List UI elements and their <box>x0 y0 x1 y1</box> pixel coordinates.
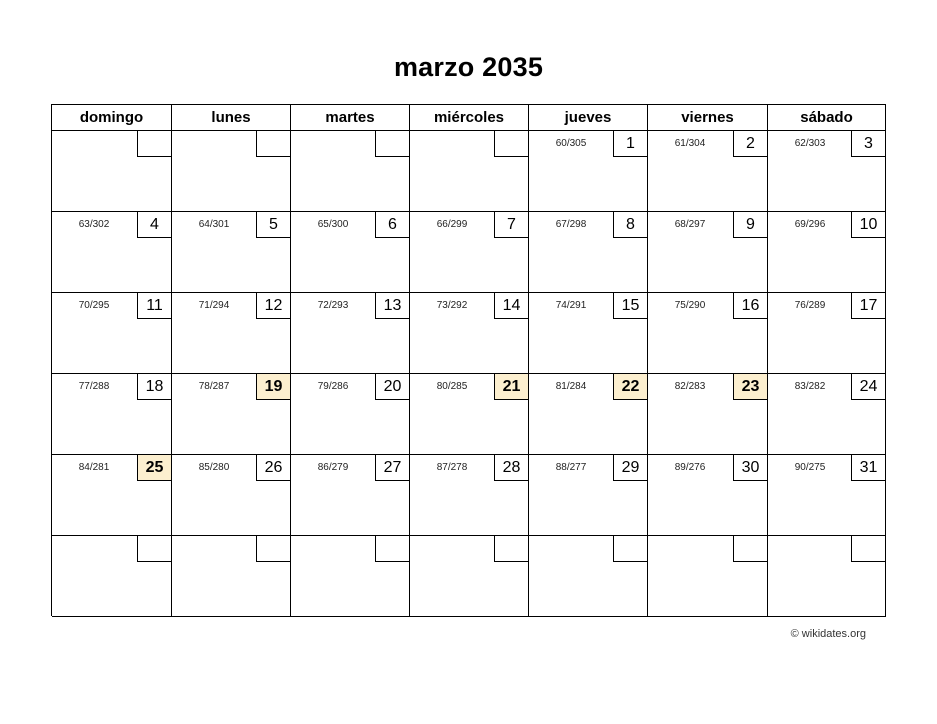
weekday-header-wednesday: miércoles <box>410 105 529 131</box>
day-number: 9 <box>733 211 768 238</box>
day-of-year-label: 77/288 <box>78 381 110 392</box>
day-of-year-label: 68/297 <box>674 219 706 230</box>
day-number: 13 <box>375 292 410 319</box>
day-of-year-label: 71/294 <box>198 300 230 311</box>
weekday-header-row <box>52 105 886 131</box>
day-of-year-label: 65/300 <box>317 219 349 230</box>
day-cell[interactable] <box>648 212 768 293</box>
day-cell[interactable] <box>172 131 291 212</box>
day-of-year-label: 67/298 <box>555 219 587 230</box>
week-row <box>52 293 886 374</box>
day-of-year-label: 90/275 <box>794 462 826 473</box>
day-cell[interactable] <box>172 536 291 617</box>
day-of-year-label: 87/278 <box>436 462 468 473</box>
day-cell[interactable] <box>648 293 768 374</box>
day-number: 11 <box>137 292 172 319</box>
day-of-year-label: 66/299 <box>436 219 468 230</box>
day-cell[interactable] <box>172 374 291 455</box>
day-cell[interactable] <box>172 293 291 374</box>
day-number <box>256 130 291 157</box>
day-number <box>733 535 768 562</box>
day-number <box>375 130 410 157</box>
day-number: 31 <box>851 454 886 481</box>
day-cell[interactable] <box>529 293 648 374</box>
day-number: 1 <box>613 130 648 157</box>
day-number: 4 <box>137 211 172 238</box>
day-of-year-label: 62/303 <box>794 138 826 149</box>
holiday-day-number: 21 <box>494 373 529 400</box>
holiday-day-number: 22 <box>613 373 648 400</box>
day-number: 2 <box>733 130 768 157</box>
day-number <box>613 535 648 562</box>
day-cell[interactable] <box>768 293 886 374</box>
day-number: 29 <box>613 454 648 481</box>
day-number: 3 <box>851 130 886 157</box>
weekday-header-tuesday: martes <box>291 105 410 131</box>
day-cell[interactable] <box>52 374 172 455</box>
calendar-grid <box>51 104 886 616</box>
day-cell[interactable] <box>648 374 768 455</box>
week-row <box>52 131 886 212</box>
week-row <box>52 536 886 617</box>
day-of-year-label: 79/286 <box>317 381 349 392</box>
day-number: 8 <box>613 211 648 238</box>
weekday-header-thursday: jueves <box>529 105 648 131</box>
day-number: 10 <box>851 211 886 238</box>
day-cell[interactable] <box>52 455 172 536</box>
day-number <box>256 535 291 562</box>
weekday-header-friday: viernes <box>648 105 768 131</box>
day-cell[interactable] <box>768 374 886 455</box>
day-cell[interactable] <box>768 536 886 617</box>
day-of-year-label: 82/283 <box>674 381 706 392</box>
day-cell[interactable] <box>768 212 886 293</box>
week-row <box>52 455 886 536</box>
weekday-header-monday: lunes <box>172 105 291 131</box>
day-of-year-label: 73/292 <box>436 300 468 311</box>
day-cell[interactable] <box>291 293 410 374</box>
day-of-year-label: 76/289 <box>794 300 826 311</box>
day-cell[interactable] <box>768 131 886 212</box>
day-cell[interactable] <box>172 212 291 293</box>
day-number: 18 <box>137 373 172 400</box>
day-cell[interactable] <box>529 536 648 617</box>
day-cell[interactable] <box>410 374 529 455</box>
calendar-title: marzo 2035 <box>393 52 544 82</box>
day-cell[interactable] <box>291 536 410 617</box>
day-cell[interactable] <box>648 131 768 212</box>
holiday-day-number: 23 <box>733 373 768 400</box>
day-cell[interactable] <box>291 131 410 212</box>
day-cell[interactable] <box>768 455 886 536</box>
day-number: 26 <box>256 454 291 481</box>
day-number: 6 <box>375 211 410 238</box>
week-row <box>52 212 886 293</box>
day-number: 28 <box>494 454 529 481</box>
day-number: 16 <box>733 292 768 319</box>
weekday-header-saturday: sábado <box>768 105 886 131</box>
day-cell[interactable] <box>291 212 410 293</box>
day-of-year-label: 63/302 <box>78 219 110 230</box>
day-cell[interactable] <box>410 212 529 293</box>
day-of-year-label: 85/280 <box>198 462 230 473</box>
day-number: 17 <box>851 292 886 319</box>
holiday-day-number: 25 <box>137 454 172 481</box>
day-number <box>494 130 529 157</box>
day-number: 5 <box>256 211 291 238</box>
day-cell[interactable] <box>648 536 768 617</box>
day-of-year-label: 70/295 <box>78 300 110 311</box>
day-of-year-label: 74/291 <box>555 300 587 311</box>
day-number: 27 <box>375 454 410 481</box>
week-row <box>52 374 886 455</box>
day-number <box>851 535 886 562</box>
day-number <box>494 535 529 562</box>
day-cell[interactable] <box>291 455 410 536</box>
day-of-year-label: 64/301 <box>198 219 230 230</box>
day-of-year-label: 88/277 <box>555 462 587 473</box>
day-number: 24 <box>851 373 886 400</box>
day-of-year-label: 72/293 <box>317 300 349 311</box>
day-number: 30 <box>733 454 768 481</box>
day-cell[interactable] <box>52 536 172 617</box>
day-cell[interactable] <box>529 131 648 212</box>
weekday-header-sunday: domingo <box>52 105 172 131</box>
holiday-day-number: 19 <box>256 373 291 400</box>
day-cell[interactable] <box>410 293 529 374</box>
day-cell[interactable] <box>410 131 529 212</box>
day-cell[interactable] <box>52 131 172 212</box>
day-cell[interactable] <box>529 455 648 536</box>
day-cell[interactable] <box>52 212 172 293</box>
day-number <box>137 130 172 157</box>
day-of-year-label: 89/276 <box>674 462 706 473</box>
day-cell[interactable] <box>410 455 529 536</box>
day-number <box>375 535 410 562</box>
day-number: 12 <box>256 292 291 319</box>
day-cell[interactable] <box>410 536 529 617</box>
day-of-year-label: 83/282 <box>794 381 826 392</box>
day-number: 14 <box>494 292 529 319</box>
day-number: 7 <box>494 211 529 238</box>
day-number: 20 <box>375 373 410 400</box>
day-cell[interactable] <box>648 455 768 536</box>
day-of-year-label: 61/304 <box>674 138 706 149</box>
day-of-year-label: 78/287 <box>198 381 230 392</box>
day-of-year-label: 81/284 <box>555 381 587 392</box>
day-cell[interactable] <box>529 212 648 293</box>
day-cell[interactable] <box>529 374 648 455</box>
day-cell[interactable] <box>172 455 291 536</box>
copyright-text: © wikidates.org <box>790 628 866 640</box>
day-of-year-label: 75/290 <box>674 300 706 311</box>
day-number <box>137 535 172 562</box>
day-of-year-label: 84/281 <box>78 462 110 473</box>
day-cell[interactable] <box>291 374 410 455</box>
day-number: 15 <box>613 292 648 319</box>
day-cell[interactable] <box>52 293 172 374</box>
day-of-year-label: 69/296 <box>794 219 826 230</box>
day-of-year-label: 80/285 <box>436 381 468 392</box>
day-of-year-label: 86/279 <box>317 462 349 473</box>
day-of-year-label: 60/305 <box>555 138 587 149</box>
